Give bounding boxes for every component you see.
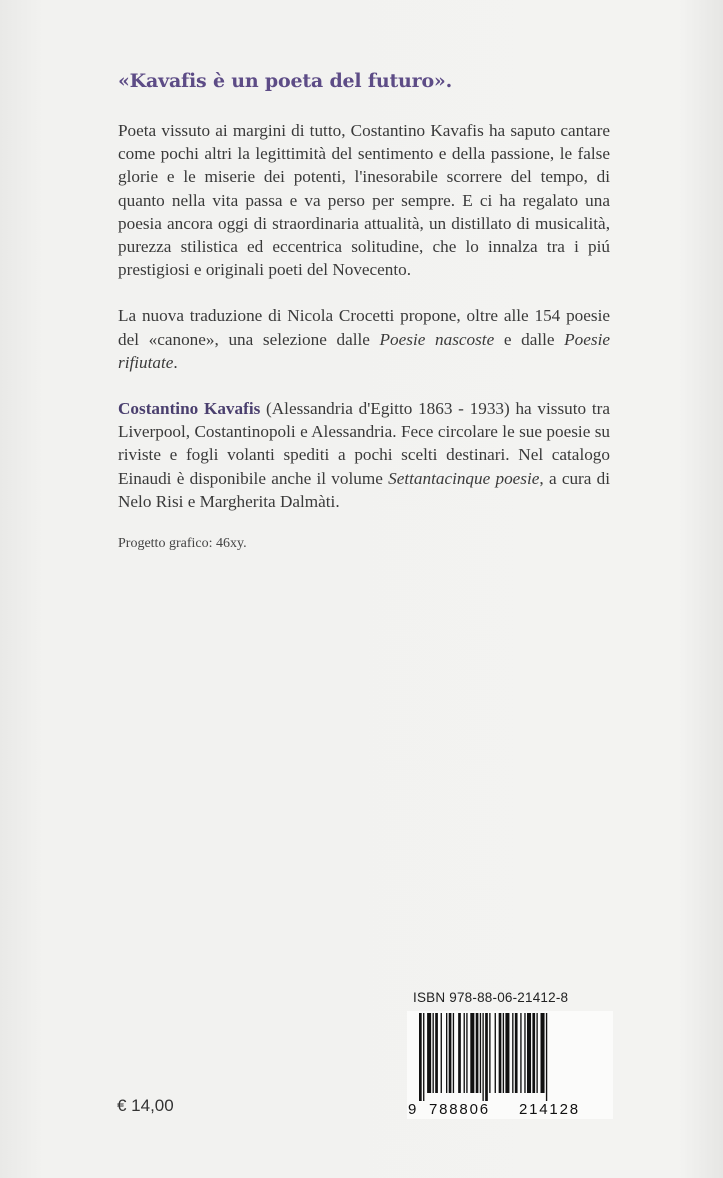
translation-text-2: e dalle [494, 329, 565, 349]
bio-text-1: (Alessandria d'Egitto 1863 - 1933) ha vissuto tra Liverpool, Costantinopoli e Alessandria. Fece circolare le sue poesie su riviste e fogli volanti spediti a pochi scelti destinari. Nel catalogo Einaudi è disponibile anche il volume [118, 399, 610, 488]
blurb-quote: «Kavafis è un poeta del futuro». [118, 70, 453, 92]
barcode-bar [482, 1013, 483, 1101]
barcode-bar [532, 1013, 535, 1093]
translation-title-1: Poesie nascoste [379, 329, 495, 349]
barcode-bar [541, 1013, 545, 1093]
barcode-bar [515, 1013, 518, 1093]
barcode-bar [446, 1013, 447, 1093]
barcode-bar [466, 1013, 467, 1093]
barcode-bar [495, 1013, 496, 1093]
barcode-bar [520, 1013, 521, 1093]
cover-text [118, 70, 610, 566]
barcode-left-digits: 788806 [429, 1101, 490, 1118]
barcode-bar [427, 1013, 431, 1093]
translation-text-3: . [173, 352, 178, 372]
translation-paragraph [118, 304, 610, 374]
author-bio-paragraph [118, 397, 610, 513]
barcode-bar [527, 1013, 531, 1093]
translation-title-2: Poesie rifiutate [118, 329, 610, 372]
barcode-bar [423, 1013, 424, 1101]
barcode-bar [453, 1013, 454, 1093]
barcode-bar [480, 1013, 481, 1093]
isbn-label: ISBN 978-88-06-21412-8 [413, 990, 569, 1005]
related-volume-title: Settantacinque poesie [388, 468, 540, 488]
barcode-bar [449, 1013, 452, 1093]
barcode-bar [485, 1013, 488, 1101]
barcode-bar [464, 1013, 465, 1093]
translation-text-1: La nuova traduzione di Nicola Crocetti propone, oltre alle 154 poesie del «canone», una selezione dalle [118, 306, 610, 349]
barcode-bar [476, 1013, 479, 1093]
barcode-bar [499, 1013, 502, 1093]
design-credit: Progetto grafico: 46xy. [118, 536, 247, 552]
barcode-bar [433, 1013, 434, 1093]
bio-text-2: , a cura di Nelo Risi e Margherita Dalmàti. [118, 468, 610, 511]
barcode-bar [470, 1013, 474, 1093]
barcode-bar [546, 1013, 547, 1101]
barcode-bar [419, 1013, 422, 1101]
barcode-bar [512, 1013, 513, 1093]
price: € 14,00 [117, 1096, 174, 1115]
barcode-bar [441, 1013, 442, 1093]
barcode-bar [536, 1013, 537, 1093]
barcode-bar [524, 1013, 525, 1093]
barcode-bar [503, 1013, 504, 1093]
barcode-bar [458, 1013, 461, 1093]
barcode-bar [505, 1013, 509, 1093]
barcode-first-digit: 9 [408, 1101, 417, 1118]
barcode-bar [489, 1013, 490, 1093]
description-paragraph: Poeta vissuto ai margini di tutto, Costantino Kavafis ha saputo cantare come pochi altri la legittimità del sentimento e della passione, le false glorie e le miserie dei potenti, l'inesorabile scorrere del tempo, di quanto nella vita passa e va perso per sempre. E ci ha regalato una poesia ancora oggi di straordinaria attualità, un distillato di musicalità, purezza stilistica ed eccentrica solitudine, che lo innalza tra i piú prestigiosi e originali poeti del Novecento. [118, 121, 610, 280]
barcode-right-digits: 214128 [519, 1101, 580, 1118]
barcode [407, 1011, 613, 1119]
author-name: Costantino Kavafis [118, 399, 261, 419]
barcode-bar [435, 1013, 438, 1093]
